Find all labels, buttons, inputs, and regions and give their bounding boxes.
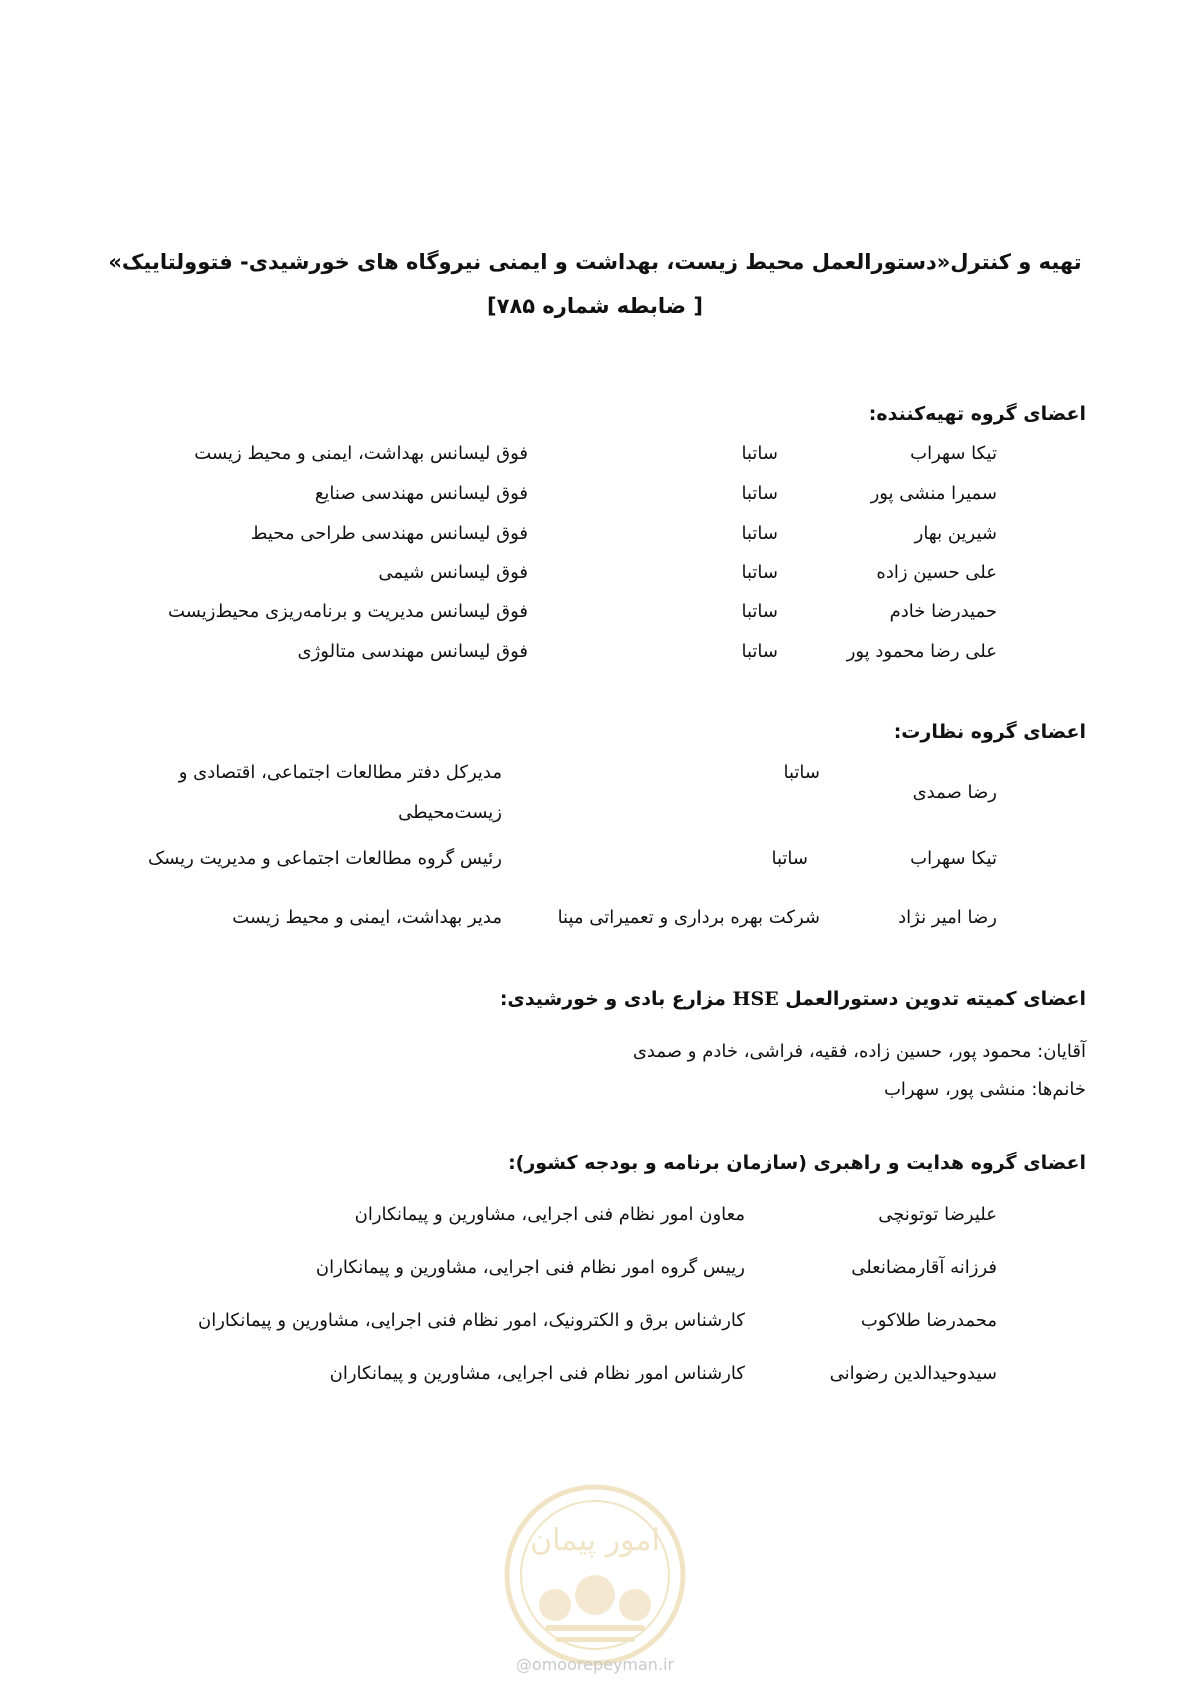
guidance-name: محمدرضا طلاکوب — [860, 1310, 997, 1331]
supervisors-heading: اعضای گروه نظارت: — [893, 721, 1086, 743]
supervisor-role: مدیرکل دفتر مطالعات اجتماعی، اقتصادی و — [178, 762, 502, 783]
committee-heading-hse: HSE — [732, 988, 779, 1010]
supervisor-role: رئیس گروه مطالعات اجتماعی و مدیریت ریسک — [148, 848, 502, 869]
supervisor-name: رضا امیر نژاد — [898, 907, 997, 928]
guidance-role: معاون امور نظام فنی اجرایی، مشاورین و پیمانکاران — [354, 1204, 745, 1225]
preparer-degree: فوق لیسانس شیمی — [378, 562, 528, 583]
guidance-name: علیرضا توتونچی — [878, 1204, 997, 1225]
supervisor-org: شرکت بهره برداری و تعمیراتی مپنا — [557, 907, 820, 928]
supervisor-role-continued: زیست‌محیطی — [398, 802, 502, 823]
preparer-name: سمیرا منشی پور — [870, 483, 997, 504]
preparer-org: ساتبا — [741, 601, 778, 622]
preparer-name: حمیدرضا خادم — [889, 601, 997, 622]
preparer-org: ساتبا — [741, 523, 778, 544]
guidance-name: فرزانه آقارمضانعلی — [851, 1257, 997, 1278]
committee-men: آقایان: محمود پور، حسین زاده، فقیه، فراشی، خادم و صمدی — [632, 1041, 1086, 1062]
preparer-name: علی حسین زاده — [876, 562, 997, 583]
preparer-name: تیکا سهراب — [910, 443, 997, 464]
guidance-name: سیدوحیدالدین رضوانی — [829, 1363, 997, 1384]
preparer-degree: فوق لیسانس مدیریت و برنامه‌ریزی محیط‌زیست — [168, 601, 528, 622]
preparer-org: ساتبا — [741, 641, 778, 662]
preparer-degree: فوق لیسانس مهندسی صنایع — [314, 483, 528, 504]
guidance-role: کارشناس امور نظام فنی اجرایی، مشاورین و پیمانکاران — [329, 1363, 745, 1384]
supervisor-org: ساتبا — [771, 848, 808, 869]
preparer-degree: فوق لیسانس مهندسی متالوژی — [297, 641, 528, 662]
committee-heading — [500, 988, 1086, 1010]
guidance-role: رییس گروه امور نظام فنی اجرایی، مشاورین و پیمانکاران — [315, 1257, 745, 1278]
watermark-logo — [495, 1475, 695, 1675]
guidance-role: کارشناس برق و الکترونیک، امور نظام فنی اجرایی، مشاورین و پیمانکاران — [198, 1310, 745, 1331]
preparer-org: ساتبا — [741, 562, 778, 583]
preparer-name: شیرین بهار — [914, 523, 997, 544]
supervisor-name: تیکا سهراب — [910, 848, 997, 869]
preparer-degree: فوق لیسانس مهندسی طراحی محیط — [250, 523, 528, 544]
supervisor-role: مدیر بهداشت، ایمنی و محیط زیست — [232, 907, 502, 928]
committee-heading-before: اعضای کمیته تدوین دستورالعمل — [785, 988, 1086, 1010]
watermark-text: @omoorepeyman.ir — [515, 1655, 675, 1674]
preparer-degree: فوق لیسانس بهداشت، ایمنی و محیط زیست — [194, 443, 528, 464]
guidance-heading: اعضای گروه هدایت و راهبری (سازمان برنامه و بودجه کشور): — [508, 1152, 1086, 1174]
committee-women: خانم‌ها: منشی پور، سهراب — [883, 1079, 1086, 1100]
supervisor-org: ساتبا — [783, 762, 820, 783]
supervisor-name: رضا صمدی — [912, 782, 997, 803]
document-title-line1: تهیه و کنترل«دستورالعمل محیط زیست، بهداشت و ایمنی نیروگاه های خورشیدی- فتوولتاییک» — [108, 250, 1082, 274]
preparers-heading: اعضای گروه تهیه‌کننده: — [868, 403, 1086, 425]
committee-heading-after: مزارع بادی و خورشیدی: — [499, 988, 726, 1010]
document-title-line2: [ ضابطه شماره ۷۸۵] — [487, 294, 703, 318]
watermark-logo-text: امور پیمان — [530, 1523, 660, 1558]
preparer-name: علی رضا محمود پور — [846, 641, 997, 662]
preparer-org: ساتبا — [741, 483, 778, 504]
preparer-org: ساتبا — [741, 443, 778, 464]
